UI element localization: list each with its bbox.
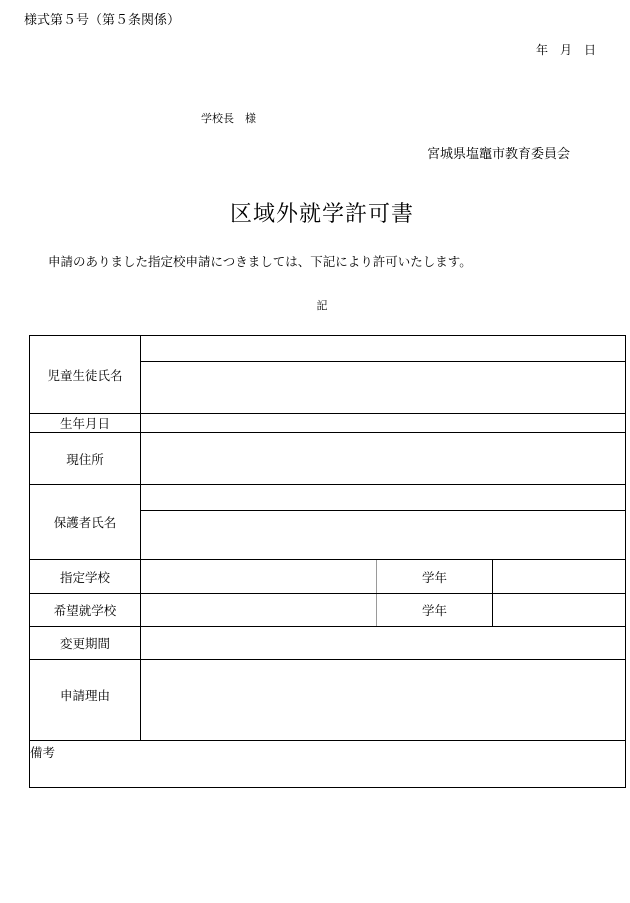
- issue-date: 年 月 日: [536, 43, 597, 57]
- recipient: 学校長 様: [201, 112, 256, 125]
- designated-school-grade-label: 学年: [377, 560, 493, 594]
- student-name-label: 児童生徒氏名: [30, 336, 141, 414]
- guardian-name-field[interactable]: [141, 511, 626, 560]
- birth-date-field[interactable]: [141, 414, 626, 433]
- desired-school-field[interactable]: [141, 594, 377, 627]
- current-address-label: 現住所: [30, 433, 141, 485]
- change-period-label: 変更期間: [30, 627, 141, 660]
- ki-marker: 記: [316, 299, 328, 312]
- designated-school-label: 指定学校: [30, 560, 141, 594]
- remarks-label: 備考: [30, 745, 56, 760]
- document-title: 区域外就学許可書: [229, 202, 414, 227]
- desired-school-grade-label: 学年: [377, 594, 493, 627]
- designated-school-field[interactable]: [141, 560, 377, 594]
- guardian-name-label: 保護者氏名: [30, 485, 141, 560]
- designated-school-grade-field[interactable]: [493, 560, 626, 594]
- body-text: 申請のありました指定校申請につきましては、下記により許可いたします。: [48, 254, 472, 269]
- birth-date-label: 生年月日: [30, 414, 141, 433]
- permit-form-table: [29, 335, 626, 788]
- issuer: 宮城県塩竈市教育委員会: [427, 147, 571, 162]
- reason-label: 申請理由: [30, 660, 141, 741]
- desired-school-label: 希望就学校: [30, 594, 141, 627]
- change-period-field[interactable]: [141, 627, 626, 660]
- reason-field[interactable]: [141, 660, 626, 741]
- student-name-field[interactable]: [141, 362, 626, 414]
- remarks-field[interactable]: [30, 741, 626, 788]
- guardian-name-kana-field[interactable]: [141, 485, 626, 511]
- desired-school-grade-field[interactable]: [493, 594, 626, 627]
- form-number: 様式第５号（第５条関係）: [24, 13, 181, 28]
- student-name-kana-field[interactable]: [141, 336, 626, 362]
- current-address-field[interactable]: [141, 433, 626, 485]
